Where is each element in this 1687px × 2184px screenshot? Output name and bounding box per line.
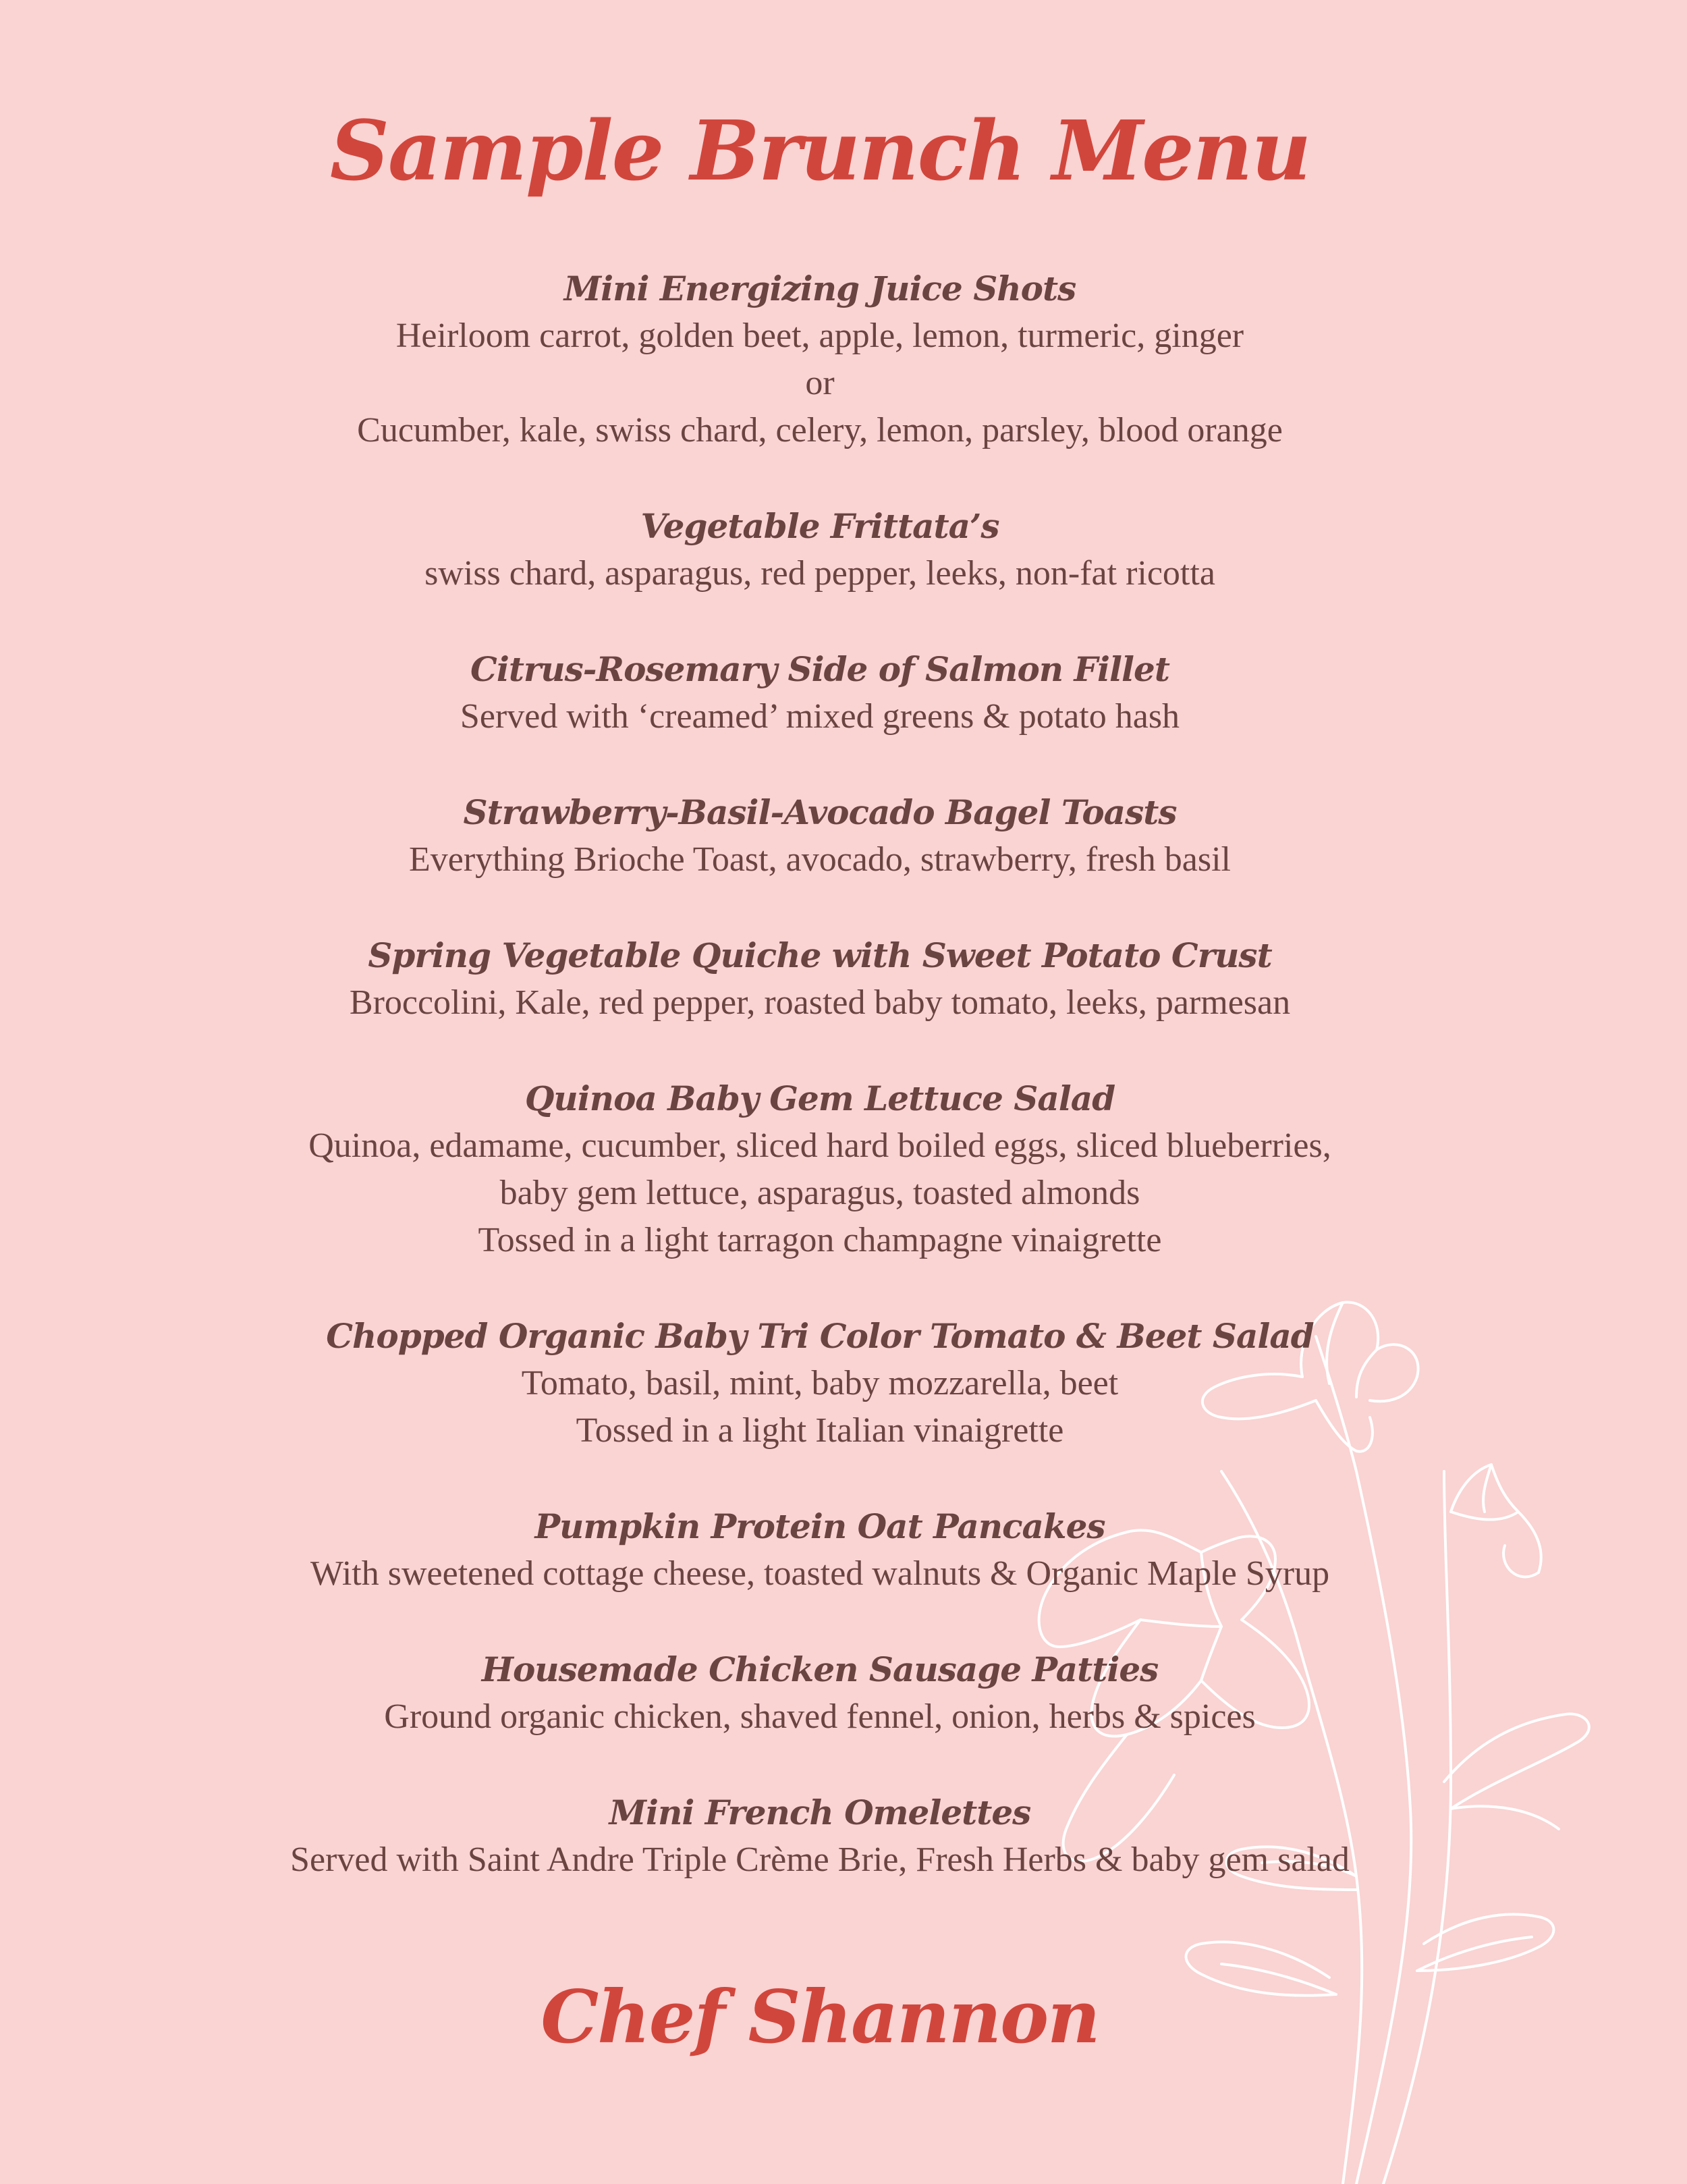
menu-item-description: or bbox=[805, 364, 835, 402]
menu-item-name: Chopped Organic Baby Tri Color Tomato & Beet Salad bbox=[326, 1316, 1314, 1356]
menu-item-description: Quinoa, edamame, cucumber, sliced hard boiled eggs, sliced blueberries, bbox=[308, 1126, 1331, 1165]
menu-item bbox=[0, 1075, 1640, 1264]
menu-item-description: Served with Saint Andre Triple Crème Brie, Fresh Herbs & baby gem salad bbox=[290, 1840, 1350, 1879]
menu-item-name: Strawberry-Basil-Avocado Bagel Toasts bbox=[463, 792, 1177, 832]
menu-item-description: Tossed in a light tarragon champagne vinaigrette bbox=[478, 1221, 1162, 1259]
menu-item-description: Tossed in a light Italian vinaigrette bbox=[576, 1411, 1064, 1450]
menu-item bbox=[0, 265, 1640, 454]
menu-item bbox=[0, 932, 1640, 1027]
menu-title: Sample Brunch Menu bbox=[329, 102, 1310, 199]
menu-item bbox=[0, 789, 1640, 883]
menu-item bbox=[0, 1313, 1640, 1454]
menu-item bbox=[0, 1646, 1640, 1741]
menu-item-description: Cucumber, kale, swiss chard, celery, lemon, parsley, blood orange bbox=[357, 411, 1283, 449]
menu-item-name: Pumpkin Protein Oat Pancakes bbox=[534, 1506, 1105, 1546]
menu-item-name: Housemade Chicken Sausage Patties bbox=[481, 1649, 1159, 1689]
menu-item-description: baby gem lettuce, asparagus, toasted almonds bbox=[499, 1174, 1140, 1212]
menu-item-name: Spring Vegetable Quiche with Sweet Potato Crust bbox=[368, 935, 1272, 975]
menu-item-description: Ground organic chicken, shaved fennel, onion, herbs & spices bbox=[384, 1697, 1256, 1736]
menu-item-description: Tomato, basil, mint, baby mozzarella, beet bbox=[521, 1364, 1119, 1402]
chef-signature: Chef Shannon bbox=[541, 1975, 1099, 2060]
menu-item-description: swiss chard, asparagus, red pepper, leeks, non-fat ricotta bbox=[424, 554, 1215, 593]
menu-item bbox=[0, 1789, 1640, 1884]
menu-item-description: With sweetened cottage cheese, toasted walnuts & Organic Maple Syrup bbox=[310, 1554, 1330, 1593]
menu-item-name: Mini Energizing Juice Shots bbox=[563, 269, 1076, 308]
menu-item-description: Heirloom carrot, golden beet, apple, lemon, turmeric, ginger bbox=[395, 317, 1244, 355]
menu-item bbox=[0, 646, 1640, 740]
menu-item-description: Broccolini, Kale, red pepper, roasted baby tomato, leeks, parmesan bbox=[349, 983, 1291, 1022]
menu-item bbox=[0, 503, 1640, 597]
menu-item-name: Quinoa Baby Gem Lettuce Salad bbox=[524, 1079, 1115, 1118]
menu-item-description: Everything Brioche Toast, avocado, strawberry, fresh basil bbox=[409, 840, 1231, 879]
menu-item-description: Served with ‘creamed’ mixed greens & potato hash bbox=[460, 697, 1180, 736]
menu-item-name: Citrus-Rosemary Side of Salmon Fillet bbox=[470, 649, 1169, 689]
menu-list bbox=[0, 265, 1640, 1932]
menu-item-name: Mini French Omelettes bbox=[609, 1793, 1031, 1832]
menu-item-name: Vegetable Frittata’s bbox=[640, 506, 999, 546]
menu-item bbox=[0, 1503, 1640, 1598]
